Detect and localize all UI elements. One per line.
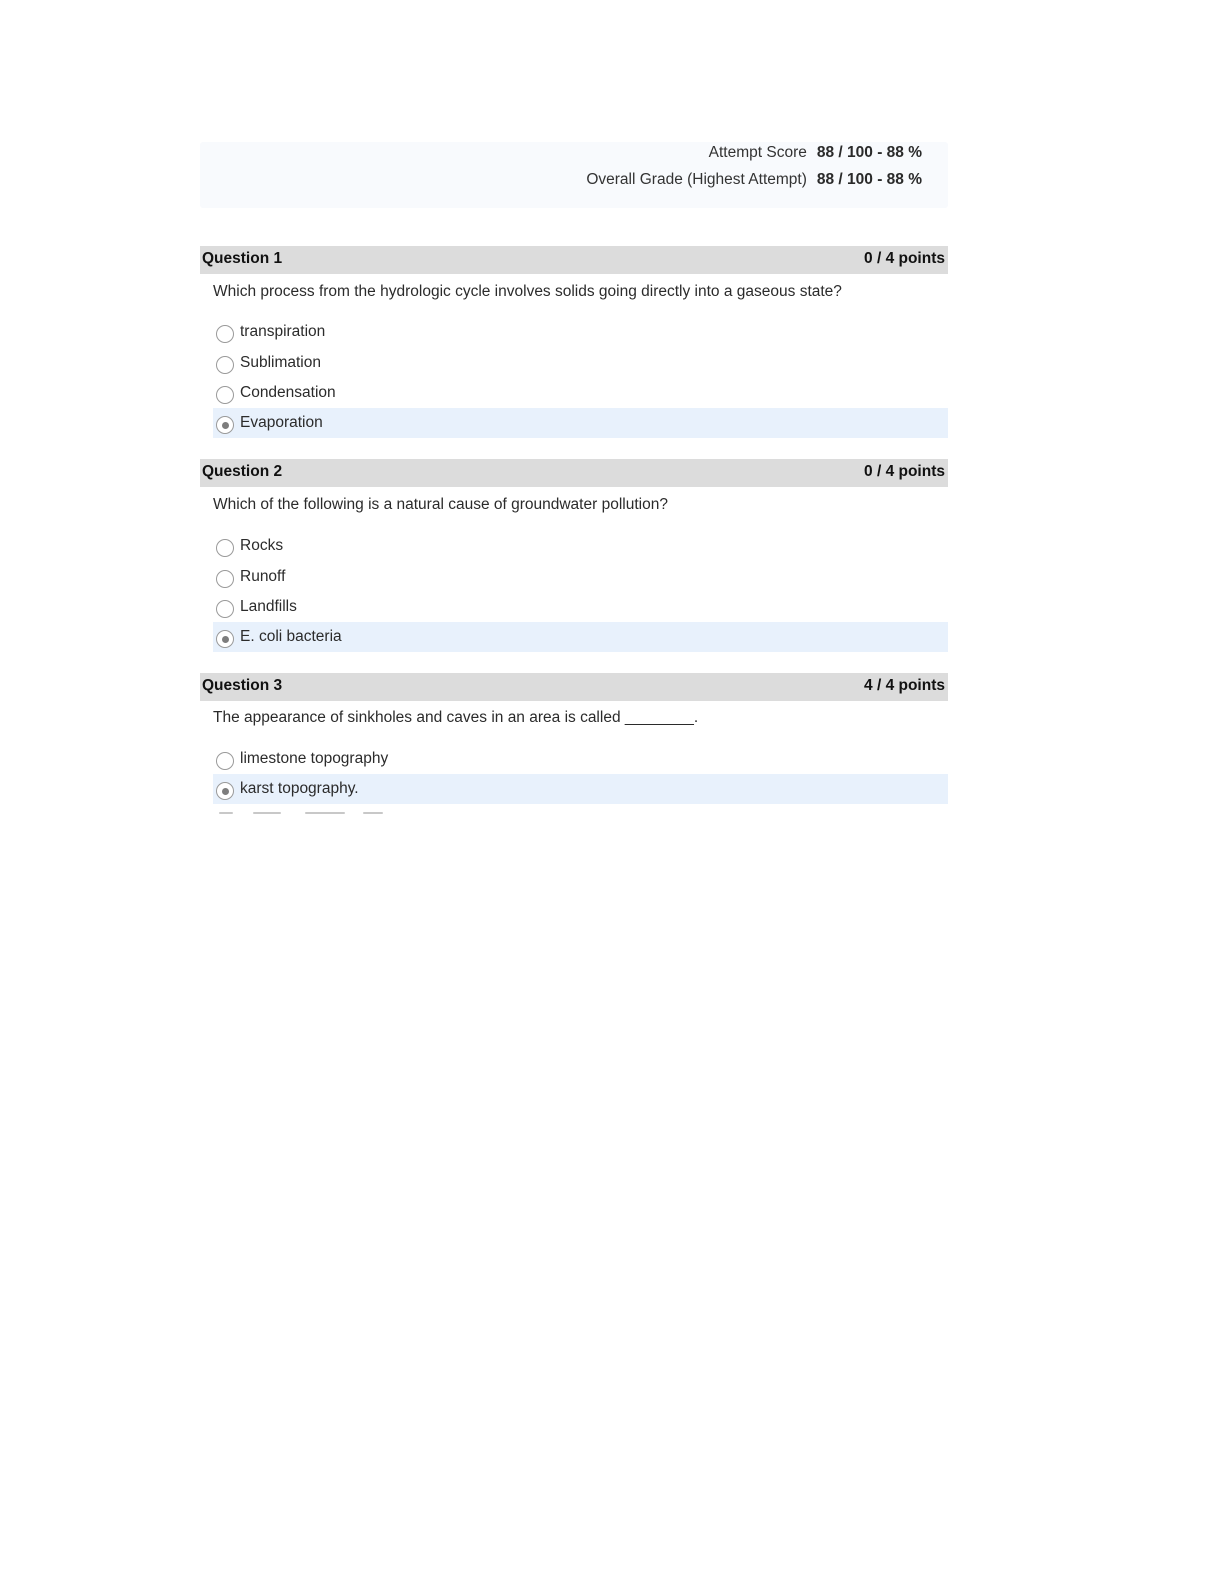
answer-option[interactable] [213, 317, 948, 347]
question-points: 4 / 4 points [864, 677, 945, 694]
answer-option-selected[interactable] [213, 622, 948, 652]
overall-grade-row [586, 169, 922, 191]
radio-button-checked[interactable] [216, 630, 234, 648]
answer-option-selected[interactable] [213, 408, 948, 438]
answer-label: Rocks [240, 537, 284, 554]
question-text: Which of the following is a natural cause of groundwater pollution? [213, 496, 668, 513]
attempt-score-label: Attempt Score [708, 144, 807, 161]
attempt-score-row [709, 142, 922, 164]
question-header [200, 246, 948, 274]
answer-option[interactable] [213, 744, 948, 774]
overall-grade-label: Overall Grade (Highest Attempt) [586, 171, 807, 188]
answer-option-selected[interactable] [213, 774, 948, 804]
answer-option[interactable] [213, 592, 948, 622]
radio-button[interactable] [216, 325, 234, 343]
question-text: Which process from the hydrologic cycle involves solids going directly into a gaseous state? [213, 283, 842, 300]
question-points: 0 / 4 points [864, 250, 945, 267]
question-text: The appearance of sinkholes and caves in an area is called ________. [213, 709, 699, 726]
answer-label: karst topography. [240, 780, 359, 797]
answer-label: limestone topography [240, 750, 389, 767]
radio-button[interactable] [216, 356, 234, 374]
answer-label: E. coli bacteria [240, 628, 342, 645]
score-summary [200, 142, 948, 208]
radio-button[interactable] [216, 600, 234, 618]
question-header [200, 673, 948, 701]
radio-button[interactable] [216, 570, 234, 588]
radio-button[interactable] [216, 386, 234, 404]
radio-button[interactable] [216, 539, 234, 557]
question-points: 0 / 4 points [864, 463, 945, 480]
overall-grade-value: 88 / 100 - 88 % [816, 171, 922, 188]
answer-label: Landfills [240, 598, 297, 615]
question-title: Question 1 [202, 250, 283, 267]
truncated-option-edge [213, 812, 393, 816]
radio-button[interactable] [216, 752, 234, 770]
answer-option[interactable] [213, 378, 948, 408]
answer-option[interactable] [213, 348, 948, 378]
answer-label: Evaporation [240, 414, 323, 431]
answer-option[interactable] [213, 531, 948, 561]
answer-label: Condensation [240, 384, 336, 401]
question-title: Question 2 [202, 463, 283, 480]
question-title: Question 3 [202, 677, 283, 694]
answer-option[interactable] [213, 562, 948, 592]
radio-button-checked[interactable] [216, 416, 234, 434]
radio-button-checked[interactable] [216, 782, 234, 800]
answer-label: Runoff [240, 568, 286, 585]
answer-label: Sublimation [240, 354, 321, 371]
answer-label: transpiration [240, 323, 326, 340]
question-header [200, 459, 948, 487]
attempt-score-value: 88 / 100 - 88 % [816, 144, 922, 161]
